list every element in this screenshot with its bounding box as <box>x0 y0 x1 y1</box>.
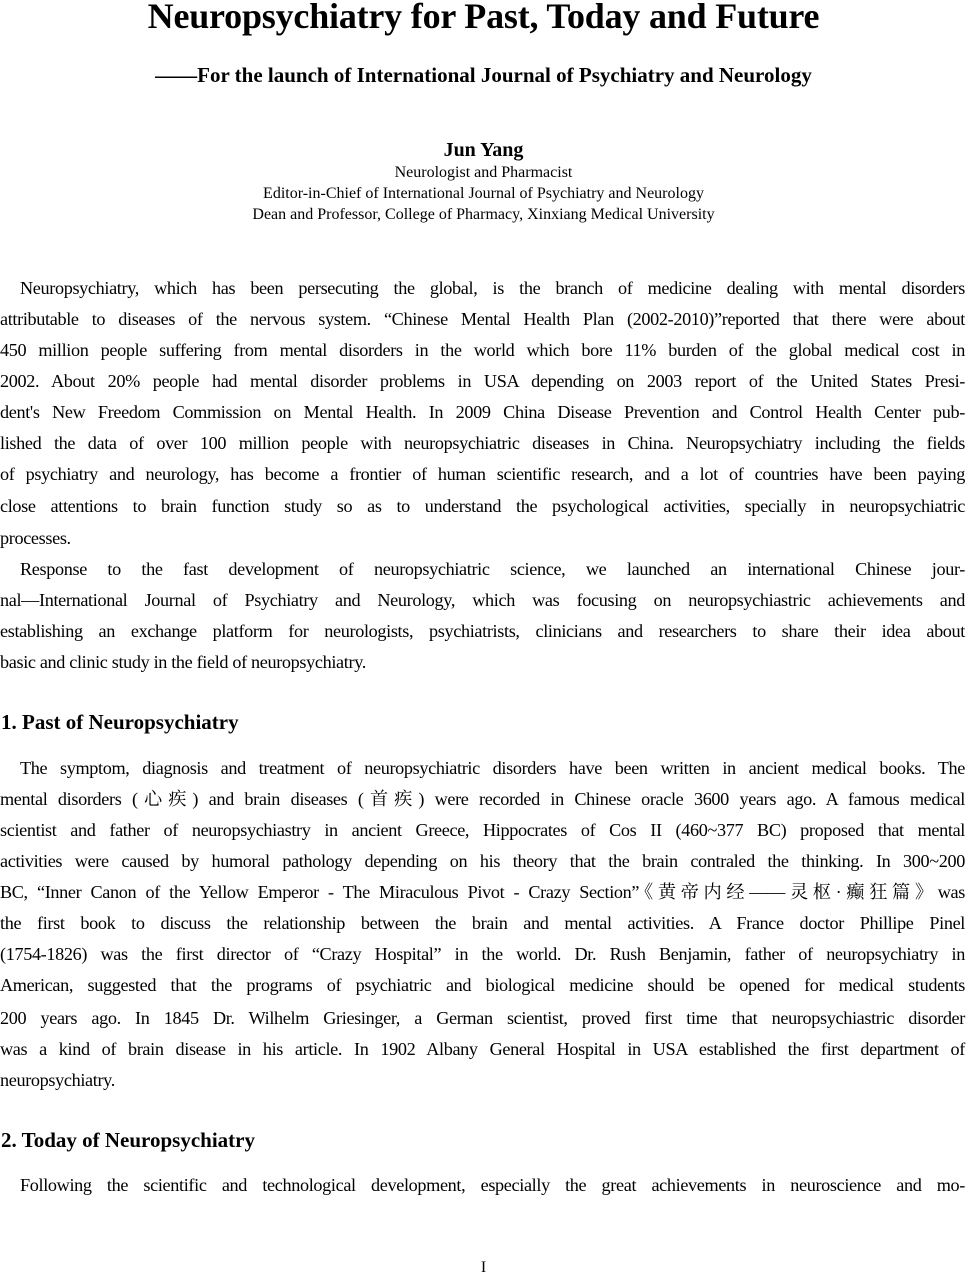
text-line: scientist and father of neuropsychiastry in ancient Greece, Hippocrates of Cos II (460~377 BC) proposed that mental <box>0 820 965 840</box>
text-line: the first book to discuss the relationship between the brain and mental activities. A France doctor Phillipe Pinel <box>0 913 965 933</box>
text-line: establishing an exchange platform for neurologists, psychiatrists, clinicians and researchers to share their idea about <box>0 621 965 641</box>
section-heading-today: 2. Today of Neuropsychiatry <box>1 1128 255 1152</box>
text-line: 200 years ago. In 1845 Dr. Wilhelm Griesinger, a German scientist, proved first time that neuropsychiastric disorder <box>0 1008 965 1028</box>
author-affiliation-role: Neurologist and Pharmacist <box>394 164 573 181</box>
text-line: close attentions to brain function study so as to understand the psychological activities, specially in neuropsychiatric <box>0 496 965 516</box>
text-line: attributable to diseases of the nervous system. “Chinese Mental Health Plan (2002-2010)”reported that there were about <box>0 309 965 329</box>
text-line: American, suggested that the programs of psychiatric and biological medicine should be opened for medical students <box>0 975 965 995</box>
text-line: dent's New Freedom Commission on Mental Health. In 2009 China Disease Prevention and Control Health Center pub- <box>0 402 965 422</box>
text-line: basic and clinic study in the field of neuropsychiatry. <box>0 652 366 672</box>
text-line: Following the scientific and technological development, especially the great achievements in neuroscience and mo- <box>20 1175 965 1195</box>
text-line: 2002. About 20% people had mental disorder problems in USA depending on 2003 report of the United States Presi- <box>0 371 965 391</box>
text-line: was a kind of brain disease in his article. In 1902 Albany General Hospital in USA established the first department of <box>0 1039 965 1059</box>
text-line: neuropsychiatry. <box>0 1070 115 1090</box>
text-line: Response to the fast development of neuropsychiatric science, we launched an international Chinese jour- <box>20 559 965 579</box>
section-heading-past: 1. Past of Neuropsychiatry <box>1 710 239 734</box>
text-line: (1754-1826) was the first director of “Crazy Hospital” in the world. Dr. Rush Benjamin, father of neuropsychiatry in <box>0 944 965 964</box>
text-line: nal—International Journal of Psychiatry and Neurology, which was focusing on neuropsychiastric achievements and <box>0 590 965 610</box>
text-line: activities were caused by humoral pathology depending on his theory that the brain contraled the thinking. In 300~200 <box>0 851 965 871</box>
text-line: mental disorders (心疾) and brain diseases (首疾) were recorded in Chinese oracle 3600 years ago. A famous medical <box>0 789 965 809</box>
text-line: 450 million people suffering from mental disorders in the world which bore 11% burden of the global medical cost in <box>0 340 965 360</box>
document-subtitle: ——For the launch of International Journal of Psychiatry and Neurology <box>155 63 812 87</box>
author-name: Jun Yang <box>443 139 524 161</box>
text-line: lished the data of over 100 million people with neuropsychiatric diseases in China. Neuropsychiatry including the fields <box>0 433 965 453</box>
text-line: Neuropsychiatry, which has been persecuting the global, is the branch of medicine dealing with mental disorders <box>20 278 965 298</box>
document-title: Neuropsychiatry for Past, Today and Future <box>147 0 820 36</box>
author-affiliation-journal: Editor-in-Chief of International Journal of Psychiatry and Neurology <box>263 185 704 202</box>
text-line: The symptom, diagnosis and treatment of neuropsychiatric disorders have been written in ancient medical books. The <box>20 758 965 778</box>
author-affiliation-university: Dean and Professor, College of Pharmacy, Xinxiang Medical University <box>252 206 715 223</box>
text-line: of psychiatry and neurology, has become a frontier of human scientific research, and a lot of countries have been paying <box>0 464 965 484</box>
text-line: processes. <box>0 528 71 548</box>
text-line: BC, “Inner Canon of the Yellow Emperor - The Miraculous Pivot - Crazy Section”《黄帝内经——灵枢·癫狂篇》was <box>0 882 965 902</box>
page-number: I <box>480 1259 487 1276</box>
